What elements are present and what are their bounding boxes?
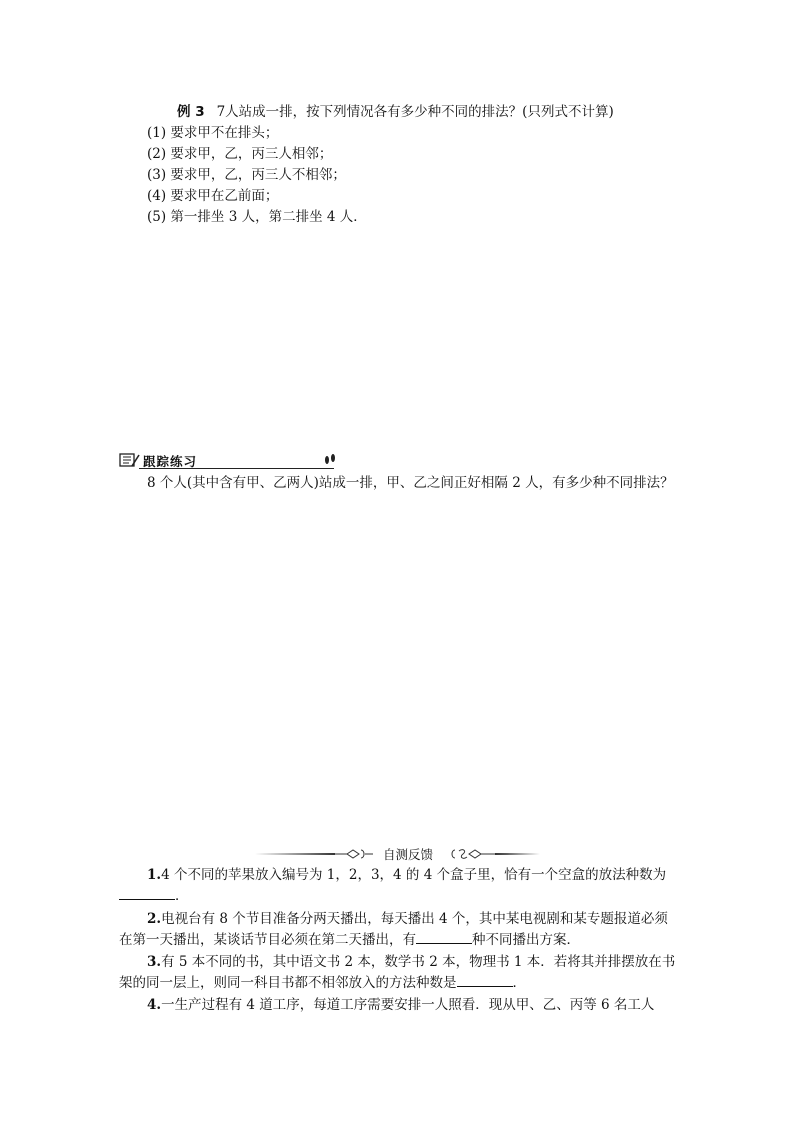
- answer-blank[interactable]: [416, 931, 472, 944]
- exercise-3-text: 有 5 本不同的书，其中语文书 2 本，数学书 2 本，物理书 1 本．若将其并排摆放在书架的同一层上，则同一科目书都不相邻放入的方法种数是: [119, 954, 676, 991]
- exercise-3: [119, 952, 679, 994]
- exercise-2-text: 电视台有 8 个节目准备分两天播出，每天播出 4 个，其中某电视剧和某专题报道必须在第一天播出，某谈话节目必须在第二天播出，有: [119, 911, 668, 948]
- exercise-1: [119, 865, 679, 907]
- example-item-5: (5) 第一排坐 3 人，第二排坐 4 人．: [147, 209, 367, 225]
- self-test-divider: [255, 845, 540, 863]
- answer-blank[interactable]: [457, 974, 513, 987]
- self-test-label: 自测反馈: [383, 847, 434, 862]
- example-item-4: (4) 要求甲在乙前面；: [147, 188, 279, 204]
- notebook-icon: [119, 452, 141, 468]
- exercise-4-text: 一生产过程有 4 道工序，每道工序需要安排一人照看．现从甲、乙、丙等 6 名工人: [161, 997, 655, 1013]
- example-label: 例 3: [177, 104, 205, 120]
- exercise-1-number: 1.: [147, 867, 162, 883]
- follow-up-underline: [139, 468, 334, 469]
- exercise-3-end: ．: [512, 975, 526, 991]
- example-item-3: (3) 要求甲，乙，丙三人不相邻；: [147, 167, 346, 183]
- exercise-3-number: 3.: [147, 954, 162, 970]
- exercise-1-end: ．: [175, 888, 189, 904]
- example-3-title: [177, 100, 614, 120]
- example-item-2: (2) 要求甲，乙，丙三人相邻；: [147, 146, 333, 162]
- example-item-1: (1) 要求甲不在排头；: [147, 125, 279, 141]
- exercise-2-number: 2.: [147, 911, 162, 927]
- follow-up-question: 8 个人(其中含有甲、乙两人)站成一排，甲、乙之间正好相隔 2 人，有多少种不同排法？: [147, 475, 674, 491]
- exercise-4-number: 4.: [147, 997, 162, 1013]
- exercise-2: [119, 909, 679, 951]
- exercise-1-text: 4 个不同的苹果放入编号为 1，2，3，4 的 4 个盒子里，恰有一个空盒的放法种数为: [161, 867, 667, 883]
- exercise-4: [119, 995, 679, 1016]
- exercise-2-end: 种不同播出方案．: [472, 932, 580, 948]
- footprint-icon: [323, 453, 337, 467]
- follow-up-label: 跟踪练习: [143, 454, 198, 469]
- example-text: 7人站成一排，按下列情况各有多少种不同的排法？(只列式不计算): [216, 104, 614, 120]
- answer-blank[interactable]: [119, 887, 175, 900]
